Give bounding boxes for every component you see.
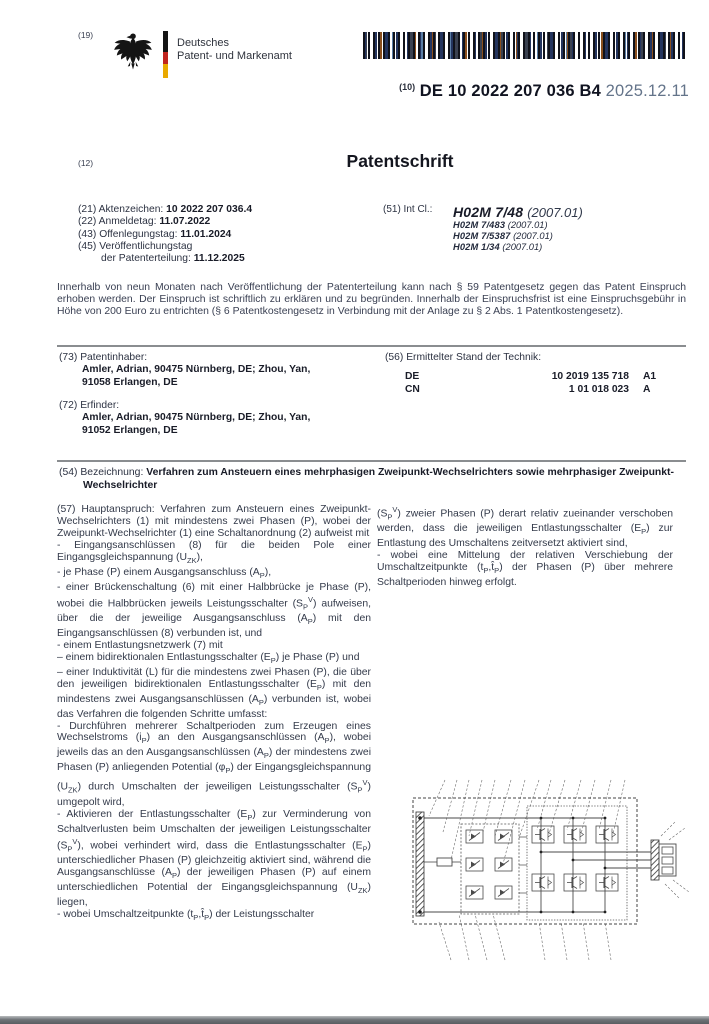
inid-code-12: (12) <box>78 158 94 168</box>
ipc-secondary-2: H02M 7/5387 (2007.01) <box>453 231 553 241</box>
claim-paragraph: - wobei eine Mittelung der relativen Verschiebung der Umschaltzeitpunkte $(t_P,t̂_P)$ der Phasen (P) über mehrere Schaltperioden hinweg erfolgt. <box>377 550 673 589</box>
ipc-secondary-1: H02M 7/483 (2007.01) <box>453 220 548 230</box>
dc-link-capacitor <box>416 812 424 916</box>
page-bottom-edge <box>0 1016 709 1024</box>
prior-art-row: CN 1 01 018 023 A <box>405 383 651 395</box>
claim-paragraph: - Eingangsanschlüssen (8) für die beiden Pole einer Eingangsgleichspannung $(U_{ZK})$, <box>57 539 371 565</box>
claim-paragraph: - einer Brückenschaltung (6) mit einer Halbbrücke je Phase (P), wobei die Halbbrücken jeweils Leistungsschalter $(S_P^V)$ aufweisen, über die der jeweilige Ausgangsanschluss $(A_P)$ mit den Eingangsanschlüssen (8) verbunden ist, und <box>57 581 371 639</box>
document-type-title: Patentschrift <box>346 151 454 171</box>
inductor-component <box>437 858 452 866</box>
dpma-eagle-logo <box>112 29 154 75</box>
claim-paragraph: $(S_P^V)$ zweier Phasen (P) derart relativ zueinander verschoben werden, dass die jeweiligen Entlastungsschalter $(E_P)$ zur Entlastung des Umschaltens zeitversetzt aktiviert sind, <box>377 505 673 550</box>
invention-title: (54) Bezeichnung: Verfahren zum Ansteuern eines mehrphasigen Zweipunkt-Wechselrichters sowie mehrphasiger Zweipunkt-Wechselrichter <box>59 467 674 491</box>
inventor-block: (72) Erfinder: Amler, Adrian, 90475 Nürnberg, DE; Zhou, Yan, 91052 Erlangen, DE <box>59 400 359 437</box>
prior-art-row: DE 10 2019 135 718 A1 <box>405 371 657 383</box>
publication-date: 2025.12.11 <box>605 82 689 100</box>
barcode <box>363 32 685 59</box>
grant-date: 11.12.2025 <box>193 253 245 265</box>
ipc-primary: H02M 7/48 (2007.01) <box>453 204 583 220</box>
invention-title-text: Verfahren zum Ansteuern eines mehrphasigen Zweipunkt-Wechselrichters sowie mehrphasiger Zweipunkt-Wechselrichter <box>83 467 674 491</box>
claim-paragraph: - Aktivieren der Entlastungsschalter $(E_P)$ zur Verminderung von Schaltverlusten beim Umschalten der jeweiligen Leistungsschalter $(S_P^V)$, wobei verhindert wird, dass die Entlastungsschalter $(E_P)$ unterschiedlicher Phasen (P) gleichzeitig aktiviert sind, während die Ausgangsanschlüsse $(A_P)$ der jeweiligen Phasen (P) auf einem unterschiedlichen Potential der Eingangsgleichspannung $(U_{ZK})$ liegen, <box>57 808 371 908</box>
inid-code-19: (19) <box>78 30 94 40</box>
offenlegung-date: 11.01.2024 <box>180 228 232 240</box>
inventor-names: Amler, Adrian, 90475 Nürnberg, DE; Zhou, Yan, 91052 Erlangen, DE <box>82 412 311 436</box>
claim-paragraph: - einem Entlastungsnetzwerk (7) mit <box>57 639 223 651</box>
ipc-secondary-3: H02M 1/34 (2007.01) <box>453 242 543 252</box>
bridge-circuit-box <box>527 806 627 920</box>
publication-of-application-row: (43) Offenlegungstag: 11.01.2024 <box>78 228 232 240</box>
claim-paragraph: - je Phase (P) einem Ausgangsanschluss $(A_P)$, <box>57 566 272 580</box>
claim-paragraph: - Durchführen mehrerer Schaltperioden zum Erzeugen eines Wechselstroms $(i_P)$ an den Ausgangsanschlüssen $(A_P)$, wobei jeweils das an den Ausgangsanschlüssen $(A_P)$ der mindestens zwei Phasen (P) anliegenden Potential $(\varphi_P)$ der Eingangsgleichspannung $(U_{ZK})$ durch Umschalten der jeweiligen Leistungsschalter $(S_P^V)$ umgepolt wird, <box>57 720 372 808</box>
opposition-notice: Innerhalb von neun Monaten nach Veröffentlichung der Patenterteilung kann nach § 59 Patentgesetz gegen das Patent Einspruch erhoben werden. Der Einspruch ist schriftlich zu erklären und zu begründen. Innerhalb der Einspruchsfrist ist eine Einspruchsgebühr in Höhe von 200 Euro zu entrichten (§ 6 Patentkostengesetz in Verbindung mit der Anlage zu § 2 Abs. 1 Patentkostengesetz). <box>57 282 686 317</box>
prior-art-block: (56) Ermittelter Stand der Technik: DE 10 2019 135 718 A1 CN 1 01 018 023 A <box>385 352 675 396</box>
filing-date-row: (22) Anmeldetag: 11.07.2022 <box>78 216 211 228</box>
patent-figure-circuit-diagram <box>399 772 699 967</box>
office-name-line1: Deutsches <box>177 37 229 49</box>
application-number: 10 2022 207 036.4 <box>166 204 253 215</box>
application-number-row: (21) Aktenzeichen: 10 2022 207 036.4 <box>78 204 253 215</box>
output-connector-block <box>651 840 659 880</box>
main-claim-right-column <box>377 504 673 589</box>
relief-network-box <box>461 824 519 914</box>
inverter-enclosure <box>413 798 637 924</box>
claim-paragraph: (57) Hauptanspruch: Verfahren zum Ansteuern eines Zweipunkt-Wechselrichters (1) mit mindestens zwei Phasen (P), wobei der Zweipunkt-Wechselrichter (1) eine Schaltanordnung (2) aufweist mit <box>57 504 371 539</box>
claim-paragraph: - wobei Umschaltzeitpunkte $(t_P,t̂_P)$ der Leistungsschalter <box>57 908 315 922</box>
grant-publication-row-2: der Patenterteilung: 11.12.2025 <box>101 253 245 265</box>
inid-code-51: (51) Int Cl.: <box>383 204 433 215</box>
patentee-block: (73) Patentinhaber: Amler, Adrian, 90475 Nürnberg, DE; Zhou, Yan, 91058 Erlangen, DE <box>59 352 359 389</box>
grant-publication-row: (45) Veröffentlichungstag <box>78 240 193 252</box>
main-claim-left-column <box>57 504 371 924</box>
bibliographic-data <box>78 204 378 265</box>
divider <box>57 345 686 347</box>
publication-number: DE 10 2022 207 036 B4 <box>419 82 602 100</box>
publication-number-line <box>399 82 689 101</box>
office-name <box>177 37 292 63</box>
claim-paragraph: – einer Induktivität (L) für die mindestens zwei Phasen (P), die über den jeweiligen bidirektionalen Entlastungsschalter $(E_P)$ mit den mindestens zwei Ausgangsanschlüssen $(A_P)$ verbunden ist, wobei das Verfahren die folgenden Schritte umfasst: <box>57 666 371 720</box>
int-cl-block <box>383 204 583 253</box>
leader-lines-right <box>661 822 689 898</box>
german-flag-bar-icon <box>163 31 168 78</box>
patentee-names: Amler, Adrian, 90475 Nürnberg, DE; Zhou, Yan, 91058 Erlangen, DE <box>82 364 311 388</box>
office-name-line2: Patent- und Markenamt <box>177 49 292 62</box>
claim-paragraph: – einem bidirektionalen Entlastungsschalter $(E_P)$ je Phase (P) und <box>57 651 360 665</box>
divider <box>57 460 686 462</box>
inid-code-10: (10) <box>399 82 416 92</box>
filing-date: 11.07.2022 <box>159 216 211 228</box>
leader-lines-bottom <box>439 914 611 960</box>
